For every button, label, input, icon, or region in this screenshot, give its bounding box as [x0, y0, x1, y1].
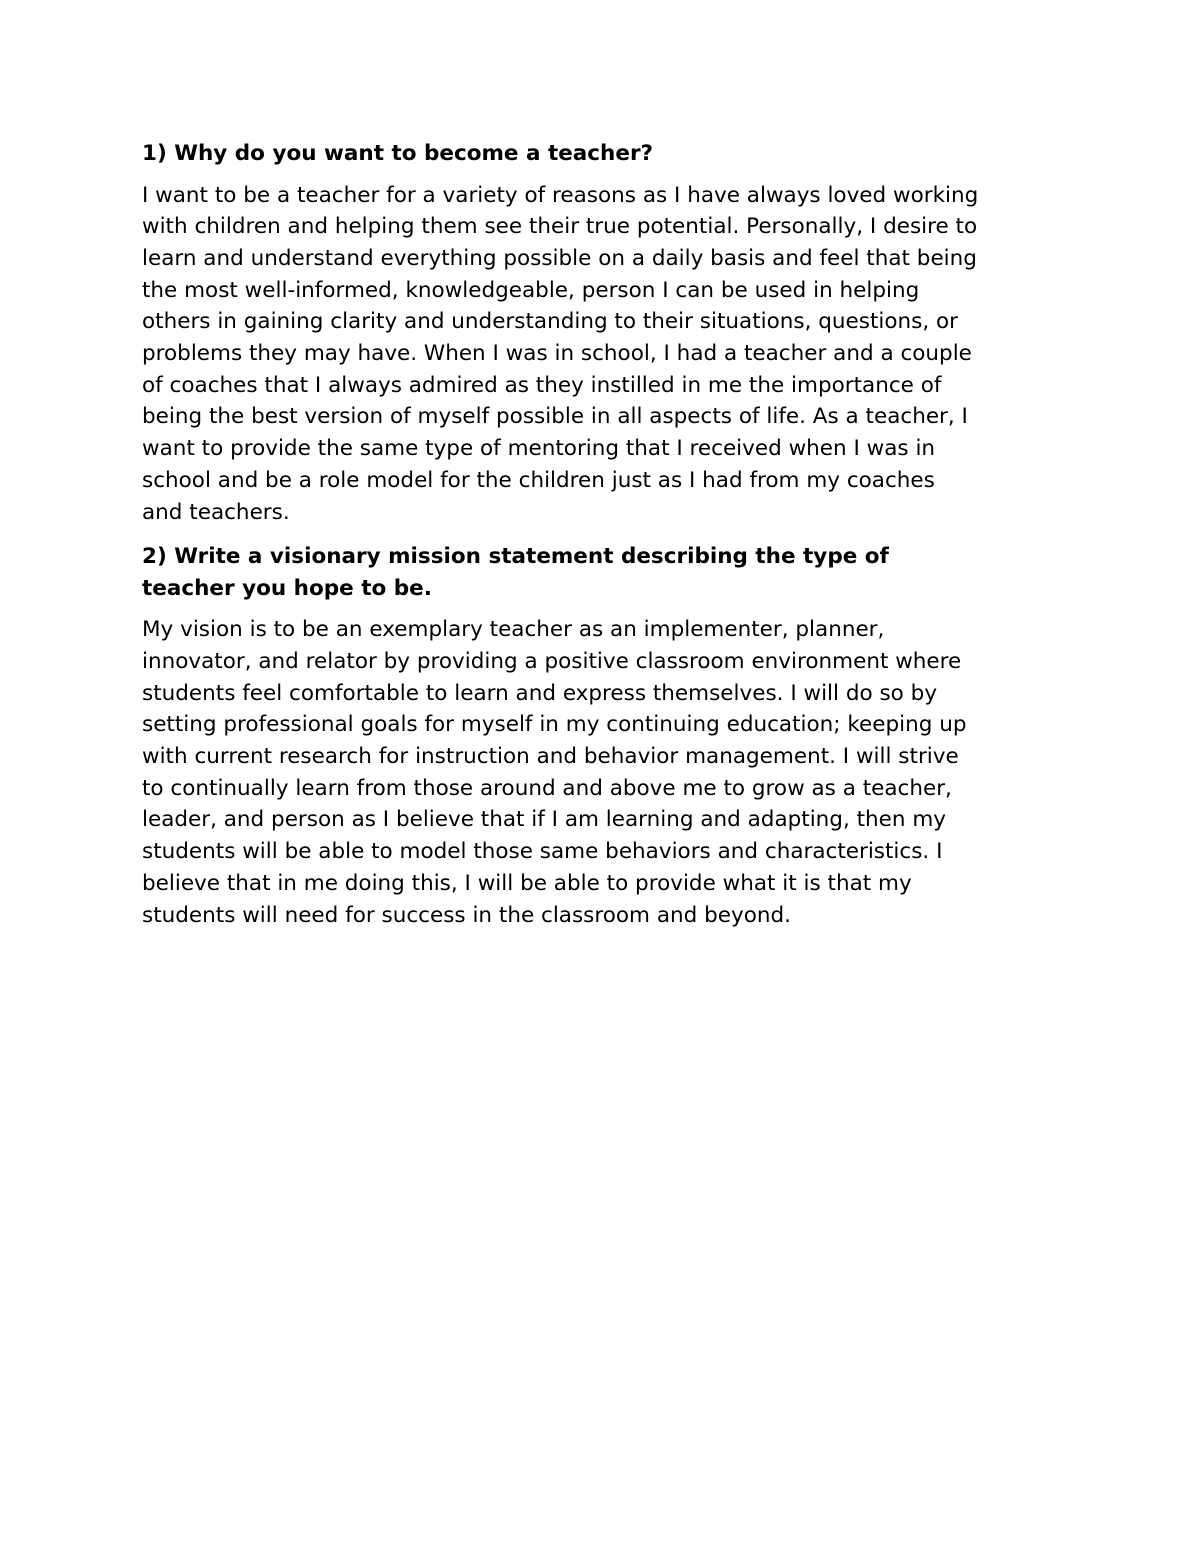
answer-1-paragraph	[142, 180, 1082, 529]
paragraph-line: setting professional goals for myself in my continuing education; keeping up	[142, 712, 967, 738]
paragraph-line: of coaches that I always admired as they instilled in me the importance of	[142, 372, 942, 398]
answer-2-paragraph	[142, 614, 1082, 931]
paragraph-line: want to provide the same type of mentoring that I received when I was in	[142, 436, 936, 462]
question-2-heading	[142, 541, 1082, 604]
paragraph-line: students will need for success in the classroom and beyond.	[142, 902, 791, 928]
paragraph-line: to continually learn from those around and above me to grow as a teacher,	[142, 775, 952, 801]
paragraph-line: innovator, and relator by providing a positive classroom environment where	[142, 648, 962, 674]
paragraph-line: My vision is to be an exemplary teacher as an implementer, planner,	[142, 617, 885, 643]
paragraph-line: and teachers.	[142, 499, 290, 525]
paragraph-line: students feel comfortable to learn and express themselves. I will do so by	[142, 680, 938, 706]
document-page	[142, 138, 1082, 944]
paragraph-line: school and be a role model for the children just as I had from my coaches	[142, 467, 935, 493]
paragraph-line: I want to be a teacher for a variety of reasons as I have always loved working	[142, 182, 979, 208]
paragraph-line: being the best version of myself possible in all aspects of life. As a teacher, I	[142, 404, 968, 430]
paragraph-line: others in gaining clarity and understanding to their situations, questions, or	[142, 309, 958, 335]
paragraph-line: with children and helping them see their true potential. Personally, I desire to	[142, 214, 978, 240]
paragraph-line: problems they may have. When I was in school, I had a teacher and a couple	[142, 341, 972, 367]
heading-line: teacher you hope to be.	[142, 575, 432, 601]
question-1-heading	[142, 138, 1082, 170]
paragraph-line: with current research for instruction and behavior management. I will strive	[142, 744, 959, 770]
paragraph-line: students will be able to model those same behaviors and characteristics. I	[142, 839, 943, 865]
paragraph-line: learn and understand everything possible on a daily basis and feel that being	[142, 245, 977, 271]
paragraph-line: leader, and person as I believe that if I am learning and adapting, then my	[142, 807, 947, 833]
paragraph-line: the most well-informed, knowledgeable, person I can be used in helping	[142, 277, 920, 303]
paragraph-line: believe that in me doing this, I will be able to provide what it is that my	[142, 870, 912, 896]
heading-line: 2) Write a visionary mission statement describing the type of	[142, 544, 889, 570]
heading-line: 1) Why do you want to become a teacher?	[142, 141, 654, 166]
